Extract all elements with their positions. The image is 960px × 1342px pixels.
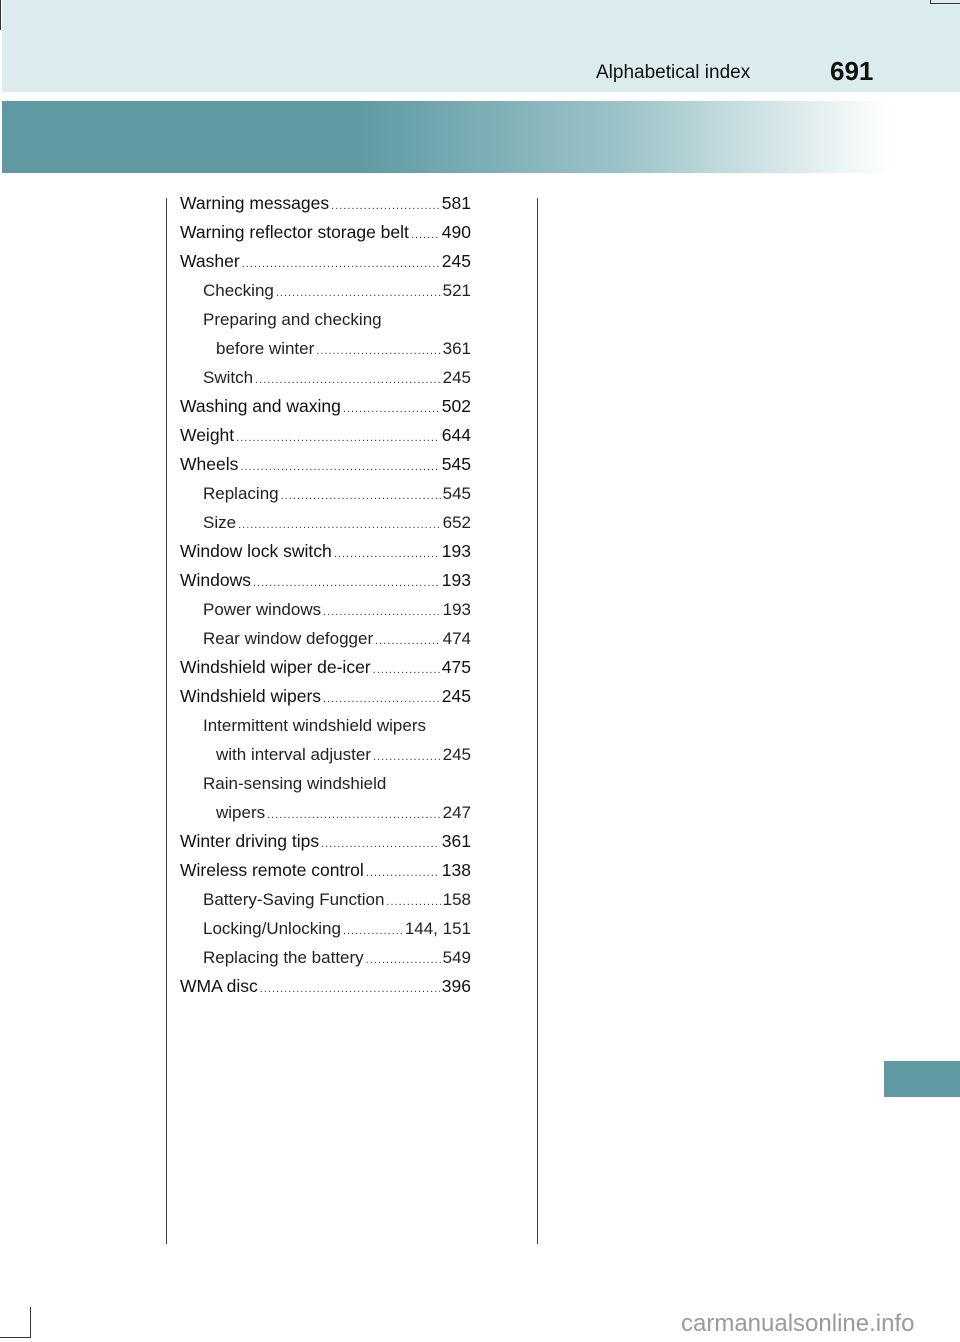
dot-leader (255, 366, 441, 395)
column-rule-left (166, 198, 167, 1244)
index-entry (180, 479, 471, 508)
dot-leader (323, 685, 440, 714)
index-entry-page: 245 (442, 368, 471, 387)
index-entry-label: Rear window defogger (203, 629, 374, 648)
index-entry-page: 502 (441, 396, 471, 416)
index-entry (180, 624, 471, 653)
index-entry-page: 652 (442, 513, 471, 532)
index-entry-label: Weight (180, 425, 235, 445)
index-entry (180, 653, 471, 682)
index-entry-label: WMA disc (180, 976, 258, 996)
dot-leader (366, 859, 440, 888)
dot-leader (334, 540, 440, 569)
dot-leader (373, 656, 440, 685)
dot-leader (260, 975, 440, 1004)
index-entry (180, 421, 471, 450)
dot-leader (267, 801, 441, 830)
index-entry-page: 193 (441, 541, 471, 561)
index-entry-page: 158 (442, 890, 471, 909)
index-entry-page: 361 (441, 831, 471, 851)
index-entry-label: Warning messages (180, 193, 330, 213)
index-entry-page: 193 (442, 600, 471, 619)
index-entry-page: 644 (441, 425, 471, 445)
index-entry (180, 508, 471, 537)
dot-leader (386, 888, 440, 917)
index-entry (180, 189, 471, 218)
index-entry-label: Preparing and checking (203, 310, 382, 329)
index-entry (180, 305, 471, 334)
index-entry (180, 247, 471, 276)
index-entry-label: Windshield wiper de-icer (180, 657, 371, 677)
index-entry-label: Replacing the battery (203, 948, 364, 967)
index-entry-label: Replacing (203, 484, 279, 503)
index-entry (180, 972, 471, 1001)
index-entry (180, 450, 471, 479)
index-entry-page: 245 (442, 745, 471, 764)
index-entry-page: 245 (441, 686, 471, 706)
index-list (180, 189, 471, 1001)
section-tab-marker (884, 1061, 960, 1097)
index-entry (180, 276, 471, 305)
index-entry-label: before winter (216, 339, 315, 358)
index-entry (180, 827, 471, 856)
index-entry-page: 545 (442, 484, 471, 503)
dot-leader (343, 395, 440, 424)
dot-leader (373, 743, 441, 772)
index-entry-label: Intermittent windshield wipers (203, 716, 426, 735)
index-entry (180, 334, 471, 363)
crop-mark-top-left (0, 0, 1, 30)
index-entry (180, 914, 471, 943)
index-entry-label: Windshield wipers (180, 686, 322, 706)
index-entry-label: Washer (180, 251, 240, 271)
index-entry-label: Washing and waxing (180, 396, 341, 416)
dot-leader (240, 453, 439, 482)
dot-leader (281, 482, 441, 511)
dot-leader (316, 337, 440, 366)
index-entry-page: 545 (441, 454, 471, 474)
dot-leader (411, 221, 440, 250)
dot-leader (276, 279, 441, 308)
index-entry-page: 138 (441, 860, 471, 880)
dot-leader (236, 424, 440, 453)
dot-leader (253, 569, 440, 598)
index-entry-label: Size (203, 513, 237, 532)
dot-leader (321, 830, 440, 859)
header-band (2, 0, 960, 92)
index-entry (180, 798, 471, 827)
index-entry (180, 943, 471, 972)
index-entry-page: 475 (441, 657, 471, 677)
index-entry-label: wipers (216, 803, 266, 822)
index-entry-page: 247 (442, 803, 471, 822)
index-entry-page: 549 (442, 948, 471, 967)
index-entry-label: Warning reflector storage belt (180, 222, 409, 242)
index-entry-page: 245 (441, 251, 471, 271)
index-entry-label: Switch (203, 368, 254, 387)
index-entry (180, 711, 471, 740)
page-number: 691 (830, 56, 874, 86)
crop-mark-bottom-left (0, 1337, 30, 1338)
index-entry-page: 490 (441, 222, 471, 242)
index-entry-label: Wheels (180, 454, 239, 474)
index-entry (180, 740, 471, 769)
index-entry (180, 769, 471, 798)
index-entry-page: 396 (441, 976, 471, 996)
dot-leader (323, 598, 441, 627)
page-title: Alphabetical index (596, 62, 751, 83)
index-entry (180, 566, 471, 595)
dot-leader (375, 627, 441, 656)
index-entry (180, 537, 471, 566)
column-rule-right (537, 198, 538, 1244)
index-entry-page: 474 (442, 629, 471, 648)
dot-leader (331, 192, 440, 221)
index-entry-label: Locking/Unlocking (203, 919, 341, 938)
index-entry (180, 218, 471, 247)
index-entry-page: 193 (441, 570, 471, 590)
index-entry (180, 595, 471, 624)
index-entry-page: 581 (441, 193, 471, 213)
index-entry-label: Rain-sensing windshield (203, 774, 387, 793)
dot-leader (366, 946, 441, 975)
index-entry-label: Battery-Saving Function (203, 890, 385, 909)
dot-leader (238, 511, 441, 540)
index-entry (180, 856, 471, 885)
index-entry (180, 363, 471, 392)
watermark-text: carmanualsonline.info (681, 1310, 915, 1337)
index-entry-label: Winter driving tips (180, 831, 320, 851)
index-entry-label: Wireless remote control (180, 860, 364, 880)
index-entry-page: 361 (442, 339, 471, 358)
index-entry-label: Power windows (203, 600, 322, 619)
dot-leader (343, 917, 403, 946)
index-entry-label: Windows (180, 570, 251, 590)
index-entry-page: 521 (442, 281, 471, 300)
index-entry (180, 885, 471, 914)
crop-mark-top-right-h (930, 3, 960, 4)
index-entry (180, 682, 471, 711)
index-entry-label: with interval adjuster (216, 745, 371, 764)
index-entry-page: 144, 151 (404, 919, 471, 938)
index-entry-label: Window lock switch (180, 541, 332, 561)
index-entry (180, 392, 471, 421)
index-entry-label: Checking (203, 281, 274, 300)
section-gradient-band (2, 101, 892, 173)
crop-mark-bottom-left-v (30, 1307, 31, 1338)
dot-leader (242, 250, 440, 279)
